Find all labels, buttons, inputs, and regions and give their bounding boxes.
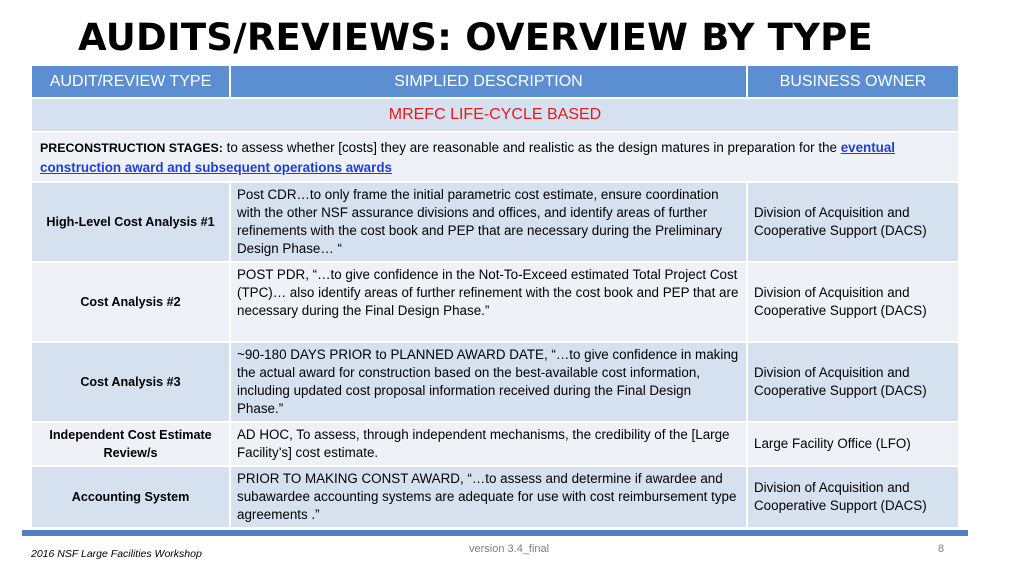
row-description: POST PDR, “…to give confidence in the Not-To-Exceed estimated Total Project Cost (TPC)… also identify areas of further refinement with the cost book and PEP that are necessary during the Final Design Phase.” bbox=[230, 262, 747, 342]
footer-version: version 3.4_final bbox=[469, 543, 550, 555]
preconstruction-cell bbox=[31, 132, 959, 182]
table-row bbox=[31, 342, 959, 422]
row-owner: Division of Acquisition and Cooperative Support (DACS) bbox=[747, 342, 959, 422]
header-audit-review-type: AUDIT/REVIEW TYPE bbox=[31, 65, 230, 98]
row-owner: Division of Acquisition and Cooperative Support (DACS) bbox=[747, 262, 959, 342]
section-band-label: MREFC LIFE-CYCLE BASED bbox=[31, 98, 959, 132]
row-type: Cost Analysis #2 bbox=[31, 262, 230, 342]
row-description: AD HOC, To assess, through independent mechanisms, the credibility of the [Large Facility’s] cost estimate. bbox=[230, 422, 747, 466]
row-description: ~90-180 DAYS PRIOR to PLANNED AWARD DATE, “…to give confidence in making the actual award for construction based on the best-available cost information, including updated cost proposal information received during the Final Design Phase.” bbox=[230, 342, 747, 422]
row-type: Accounting System bbox=[31, 466, 230, 528]
preconstruction-link[interactable]: eventual construction award and subsequent operations awards bbox=[40, 139, 896, 175]
header-business-owner: BUSINESS OWNER bbox=[747, 65, 959, 98]
row-owner: Large Facility Office (LFO) bbox=[747, 422, 959, 466]
audit-review-table bbox=[30, 64, 960, 529]
table-header-row bbox=[31, 65, 959, 98]
section-band-row bbox=[31, 98, 959, 132]
preconstruction-label: PRECONSTRUCTION STAGES: bbox=[40, 140, 223, 155]
preconstruction-text: to assess whether [costs] they are reasonable and realistic as the design matures in preparation for the bbox=[222, 139, 841, 155]
footer-page-number: 8 bbox=[938, 543, 945, 555]
preconstruction-row bbox=[31, 132, 959, 182]
footer-workshop-label: 2016 NSF Large Facilities Workshop bbox=[31, 548, 202, 560]
header-simplied-description: SIMPLIED DESCRIPTION bbox=[230, 65, 747, 98]
slide-title: AUDITS/REVIEWS: OVERVIEW BY TYPE bbox=[78, 16, 873, 59]
table-row bbox=[31, 466, 959, 528]
footer-divider-bar bbox=[22, 530, 968, 536]
row-description: Post CDR…to only frame the initial parametric cost estimate, ensure coordination with the other NSF assurance divisions and offices, and identify areas of further refinements with the cost book and PEP that are necessary during the Preliminary Design Phase… “ bbox=[230, 182, 747, 262]
table-row bbox=[31, 422, 959, 466]
table-row bbox=[31, 262, 959, 342]
row-description: PRIOR TO MAKING CONST AWARD, “…to assess and determine if awardee and subawardee accounting systems are adequate for use with cost reimbursement type agreements .” bbox=[230, 466, 747, 528]
row-type: Independent Cost Estimate Review/s bbox=[31, 422, 230, 466]
table-row bbox=[31, 182, 959, 262]
row-owner: Division of Acquisition and Cooperative Support (DACS) bbox=[747, 466, 959, 528]
row-owner: Division of Acquisition and Cooperative Support (DACS) bbox=[747, 182, 959, 262]
row-type: High-Level Cost Analysis #1 bbox=[31, 182, 230, 262]
row-type: Cost Analysis #3 bbox=[31, 342, 230, 422]
